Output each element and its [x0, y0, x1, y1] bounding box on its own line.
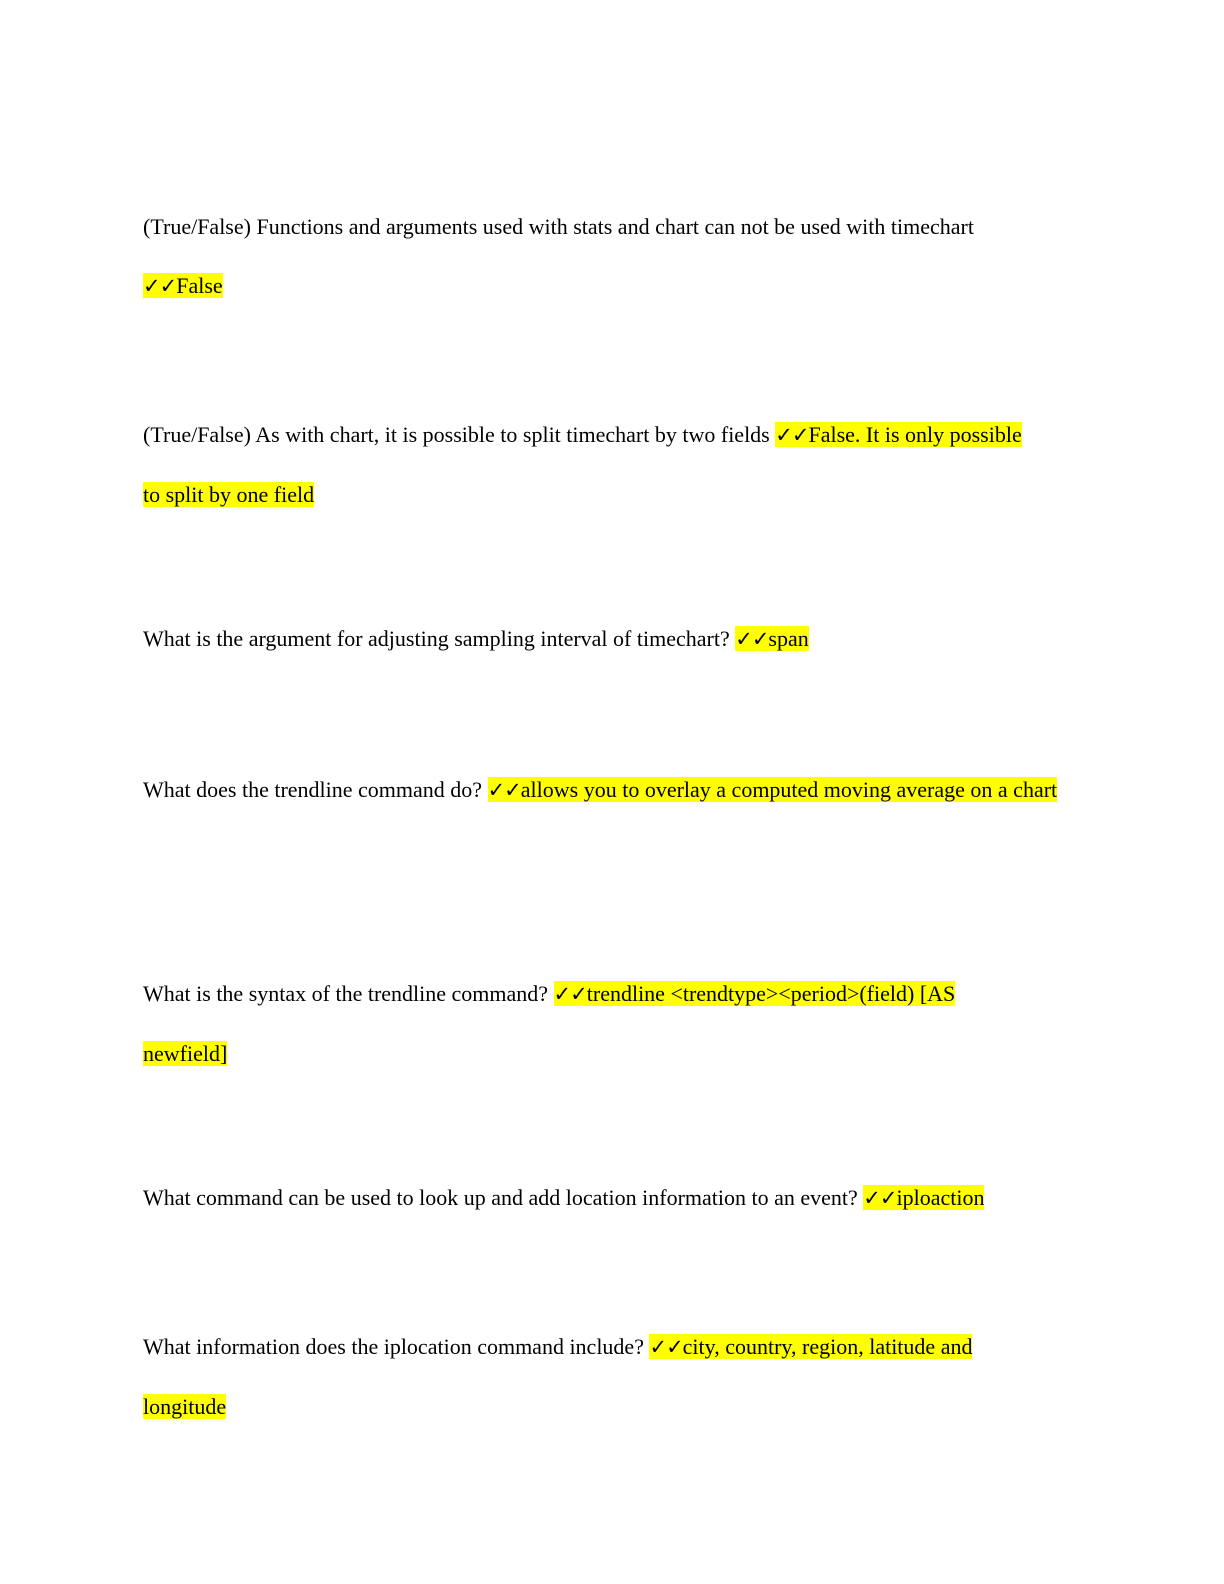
qa-item [143, 760, 1073, 820]
qa-item [143, 964, 1043, 1083]
answer-highlight [143, 273, 223, 298]
qa-item [143, 405, 1023, 524]
question-text: What is the argument for adjusting sampling interval of timechart? [143, 626, 736, 651]
double-check-icon: ✓✓ [487, 778, 521, 802]
qa-item [143, 609, 1073, 669]
question-text: What is the syntax of the trendline command? [143, 981, 554, 1006]
double-check-icon: ✓✓ [553, 982, 587, 1006]
double-check-icon: ✓✓ [775, 423, 809, 447]
question-text: What command can be used to look up and add location information to an event? [143, 1185, 864, 1210]
answer-text: allows you to overlay a computed moving average on a chart [520, 777, 1058, 802]
answer-highlight [863, 1185, 984, 1210]
answer-text: span [768, 626, 809, 651]
answer-text: False. It is only possible to split by one field [143, 422, 1022, 507]
answer-highlight [735, 626, 809, 651]
question-text: What information does the iplocation command include? [143, 1334, 650, 1359]
qa-item [143, 1168, 1073, 1228]
double-check-icon: ✓✓ [143, 274, 177, 298]
answer-text: trendline <trendtype><period>(field) [AS newfield] [143, 981, 956, 1066]
double-check-icon: ✓✓ [649, 1335, 683, 1359]
answer-highlight [488, 777, 1058, 802]
question-text: (True/False) As with chart, it is possible to split timechart by two fields [143, 422, 776, 447]
question-text: (True/False) Functions and arguments used with stats and chart can not be used with timechart [143, 214, 974, 239]
question-text: What does the trendline command do? [143, 777, 488, 802]
qa-item [143, 1317, 1053, 1436]
answer-text: city, country, region, latitude and longitude [143, 1334, 973, 1419]
qa-item [143, 197, 1053, 316]
double-check-icon: ✓✓ [863, 1186, 897, 1210]
answer-text: False [176, 273, 223, 298]
answer-text: iploaction [896, 1185, 985, 1210]
double-check-icon: ✓✓ [735, 627, 769, 651]
